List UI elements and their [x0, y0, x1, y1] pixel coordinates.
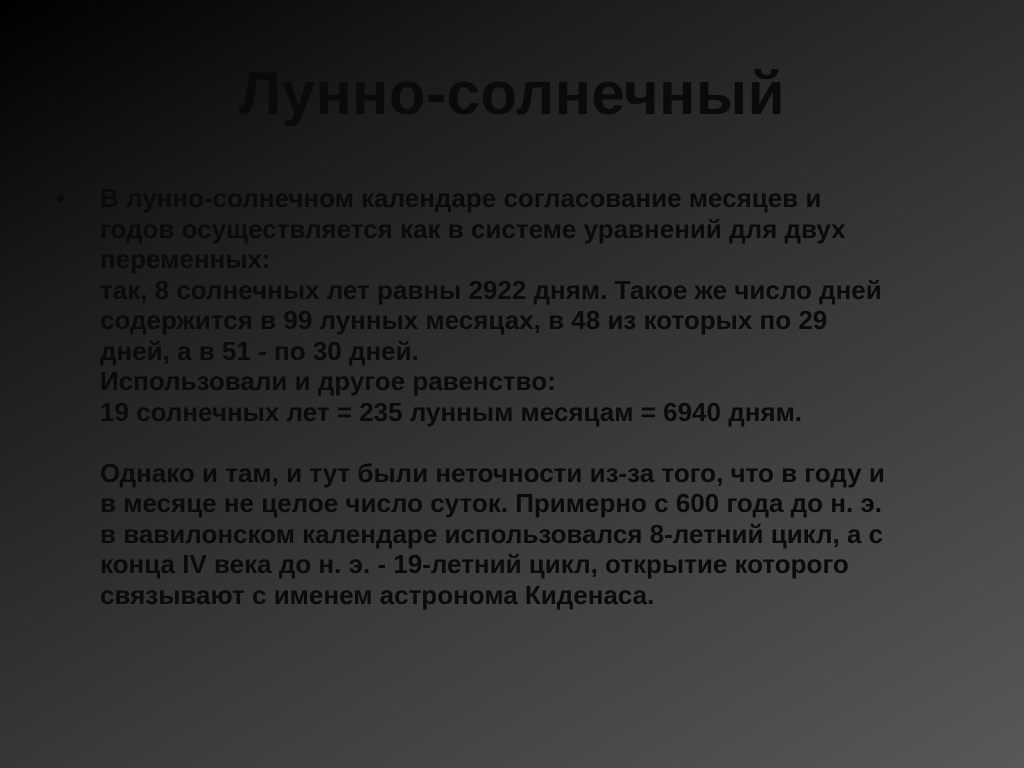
- text-line: в вавилонском календаре использовался 8-летний цикл, а с: [100, 518, 884, 549]
- text-line: годов осуществляется как в системе уравнений для двух: [100, 213, 846, 244]
- text-line: так, 8 солнечных лет равны 2922 дням. Такое же число дней: [100, 274, 882, 305]
- text-line: конца IV века до н. э. - 19-летний цикл, открытие которого: [100, 549, 849, 579]
- text-line: связывают с именем астронома Киденаса.: [100, 579, 655, 610]
- text-line: Однако и там, и тут были неточности из-за того, что в году и: [100, 457, 885, 488]
- bullet-text: [100, 183, 976, 610]
- slide-content: [56, 183, 976, 610]
- slide-title: Лунно-солнечный: [238, 60, 786, 127]
- text-line: Использовали и другое равенство:: [100, 366, 556, 396]
- bullet-icon: •: [56, 183, 66, 213]
- text-line: в месяце не целое число суток. Примерно с 600 года до н. э.: [100, 488, 882, 518]
- paragraph-spacer: [100, 427, 976, 458]
- text-line: 19 солнечных лет = 235 лунным месяцам = 6940 дням.: [100, 396, 803, 427]
- text-line: переменных:: [100, 244, 271, 274]
- text-line: В лунно-солнечном календаре согласование месяцев и: [100, 183, 822, 213]
- bullet-item: [56, 183, 976, 610]
- text-line: дней, а в 51 - по 30 дней.: [100, 335, 419, 366]
- text-line: содержится в 99 лунных месяцах, в 48 из которых по 29: [100, 305, 828, 335]
